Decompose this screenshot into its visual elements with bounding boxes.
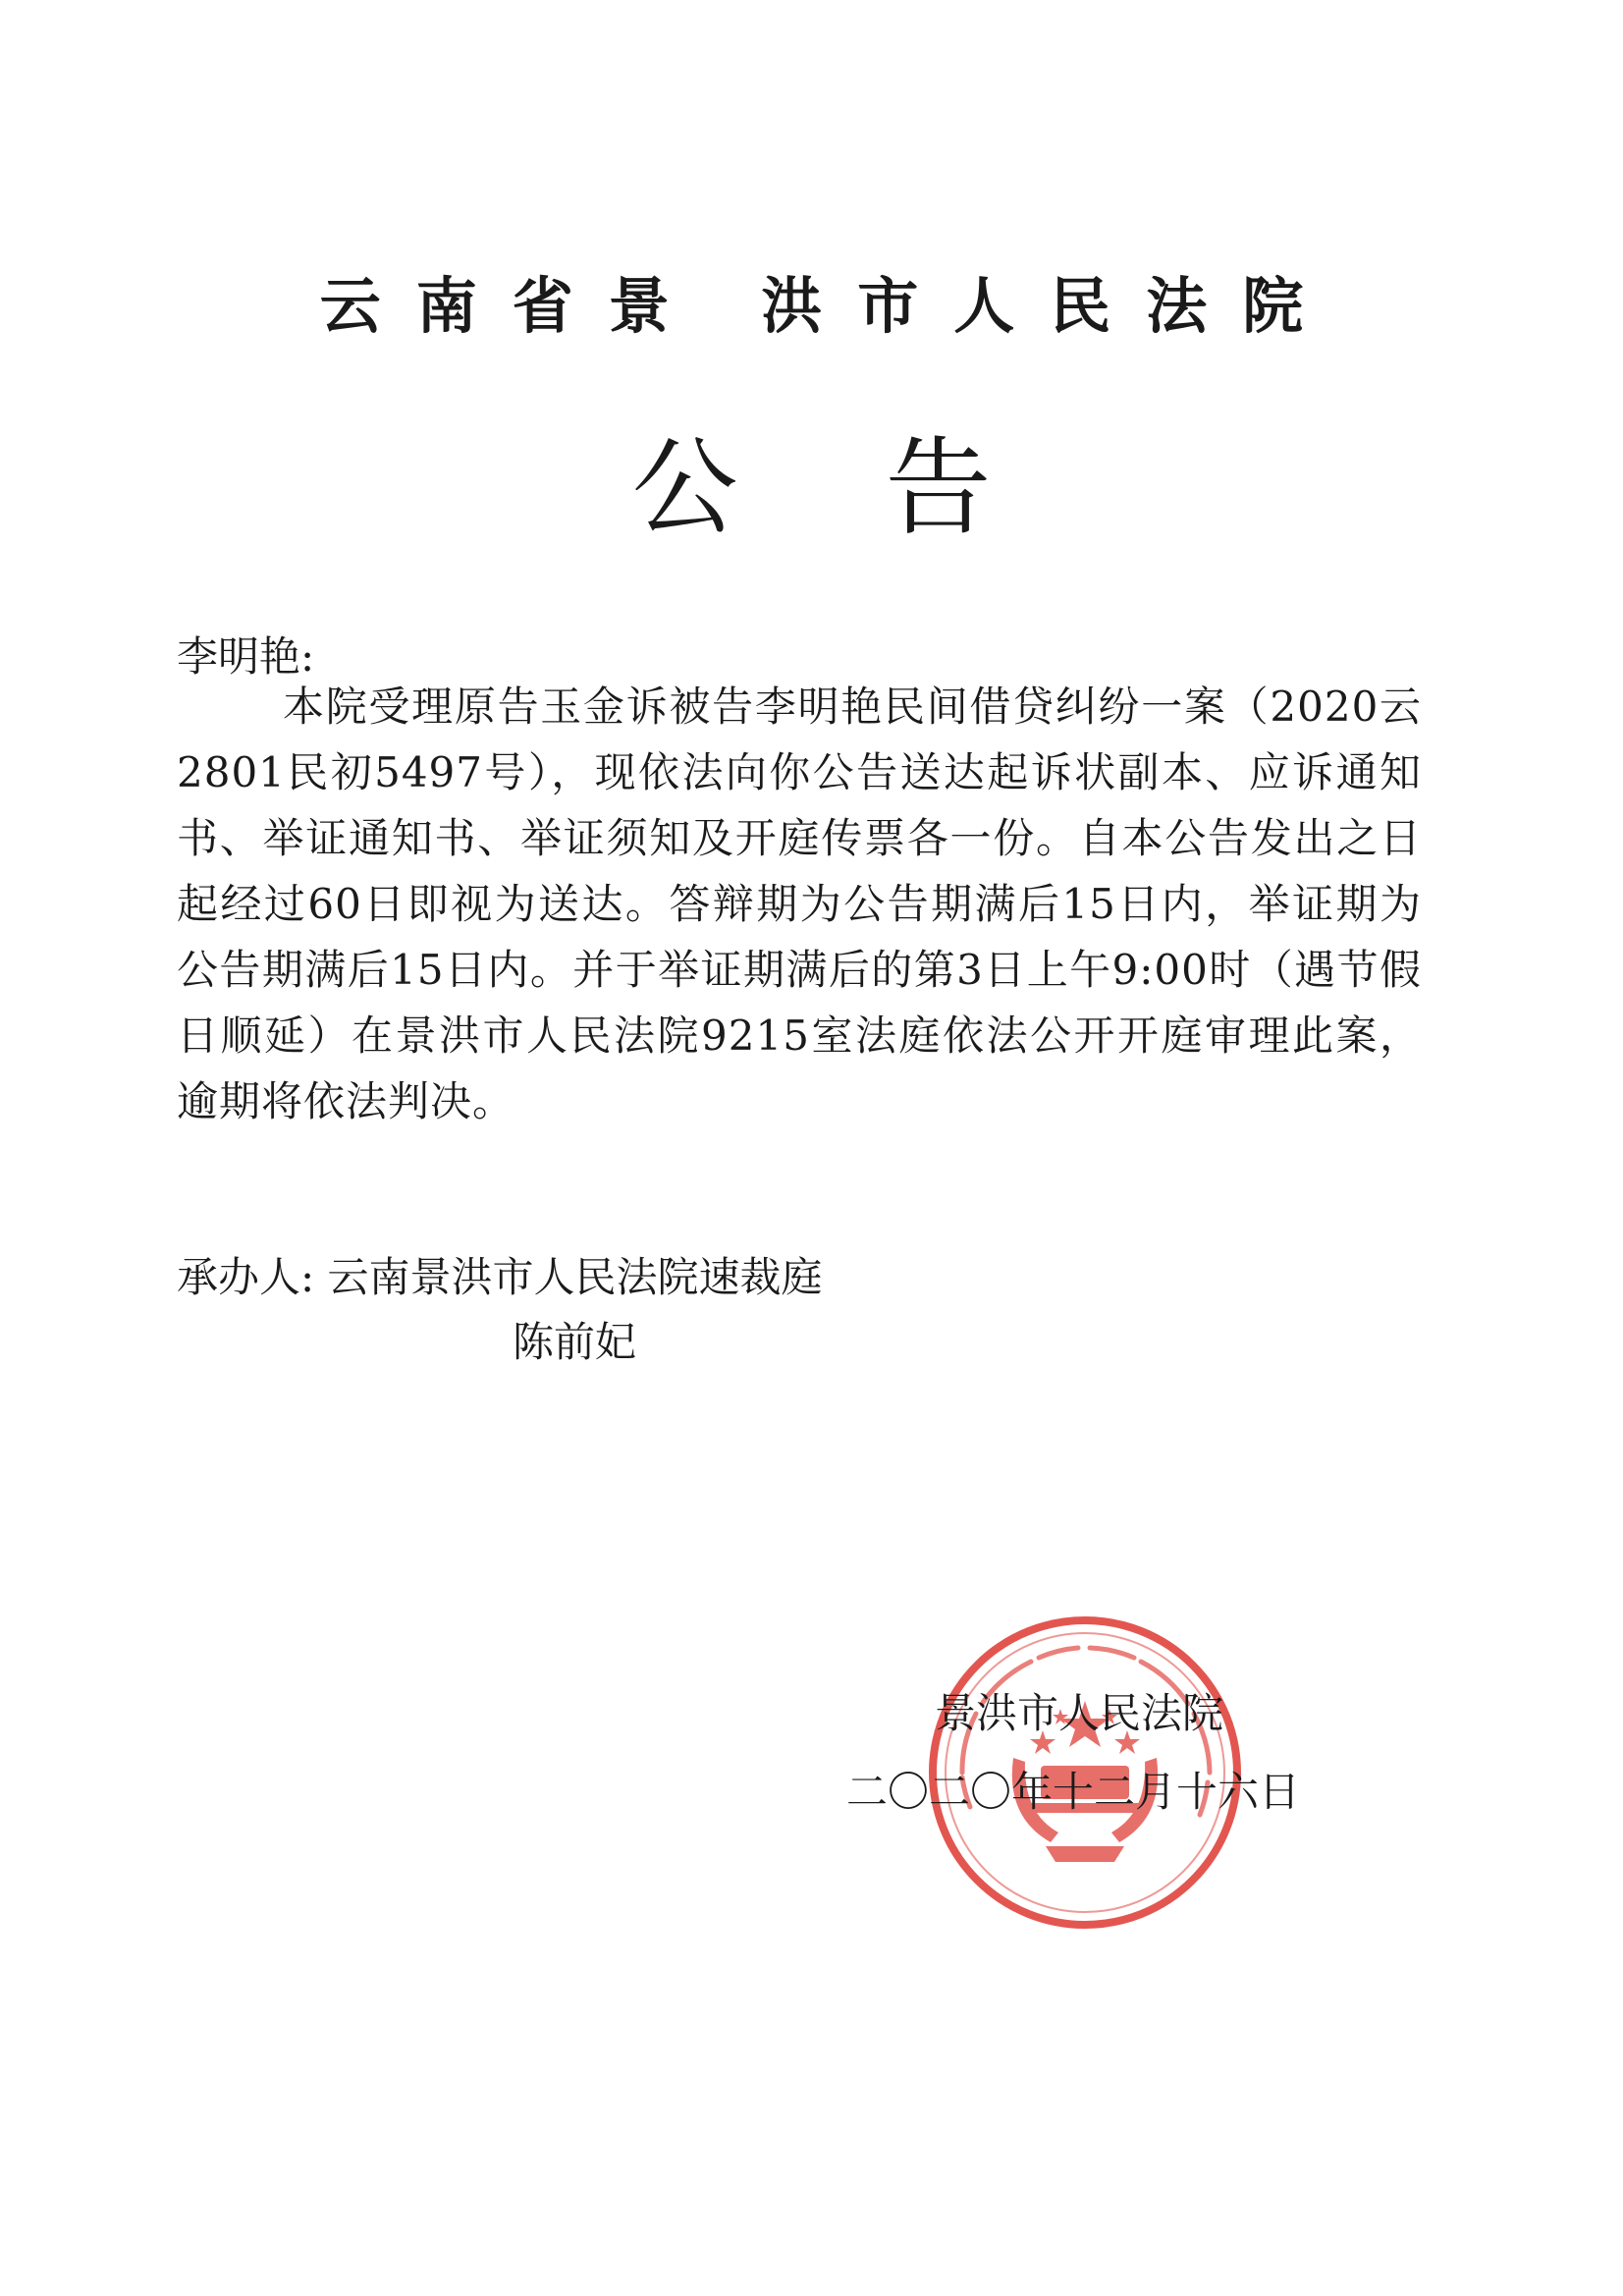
handler-line: 承办人: 云南景洪市人民法院速裁庭 xyxy=(177,1253,823,1301)
handler-name: 陈前妃 xyxy=(513,1318,637,1366)
signing-date: 二〇二〇年十二月十六日 xyxy=(846,1768,1301,1816)
notice-title: 公告 xyxy=(631,427,1139,550)
addressee: 李明艳: xyxy=(177,632,315,681)
court-name-heading: 云南省景 洪市人民法院 xyxy=(319,270,1339,342)
signing-court: 景洪市人民法院 xyxy=(935,1689,1224,1737)
notice-body: 本院受理原告玉金诉被告李明艳民间借贷纠纷一案（2020云2801民初5497号），现依法向你公告送达起诉状副本、应诉通知书、举证通知书、举证须知及开庭传票各一份。自本公告发出之日起经过60日即视为送达。答辩期为公告期满后15日内，举证期为公告期满后15日内。并于举证期满后的第3日上午9:00时（遇节假日顺延）在景洪市人民法院9215室法庭依法公开开庭审理此案，逾期将依法判决。 xyxy=(177,683,1422,1125)
